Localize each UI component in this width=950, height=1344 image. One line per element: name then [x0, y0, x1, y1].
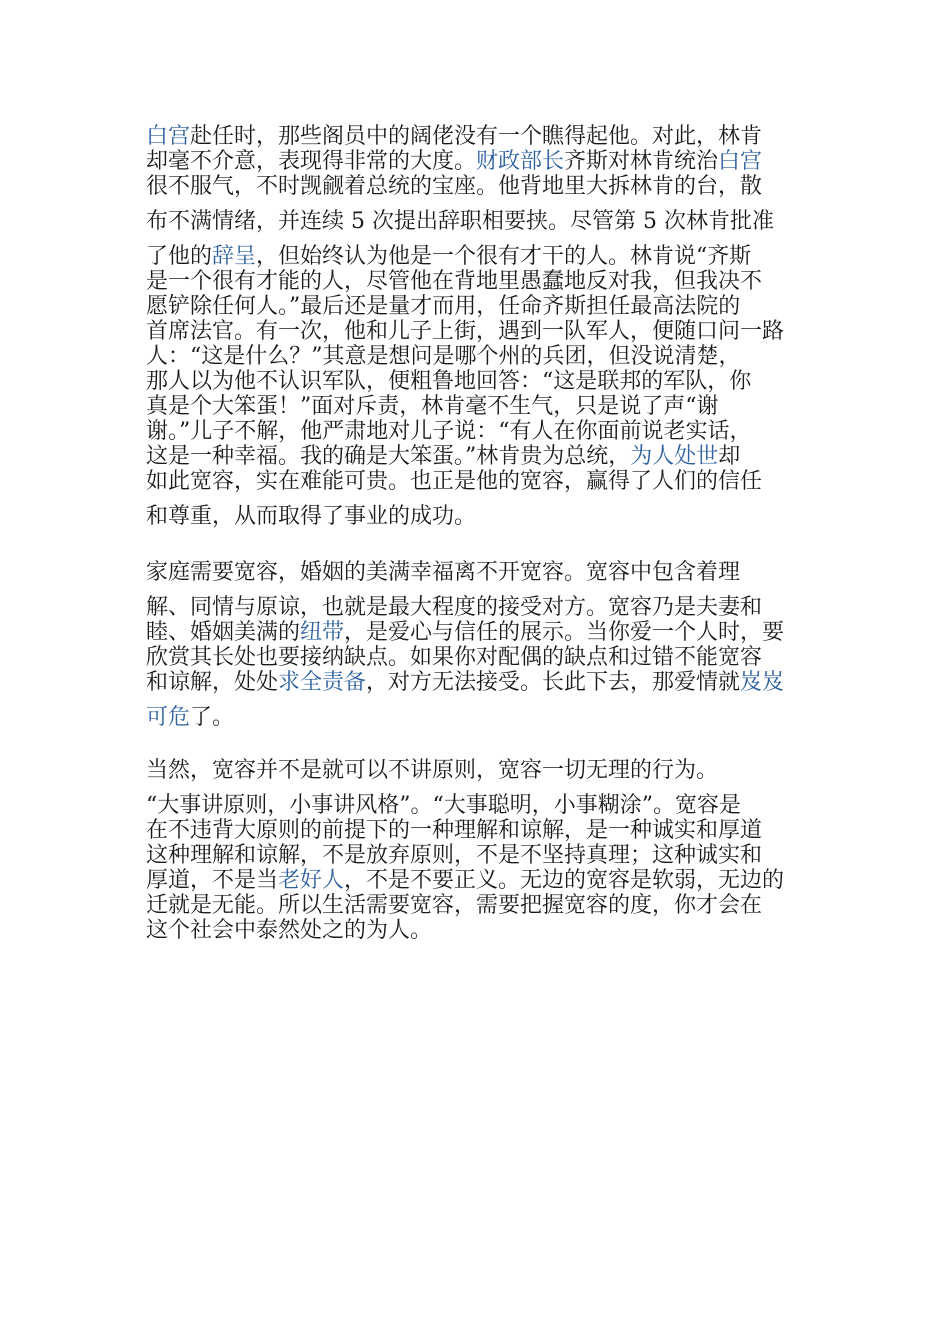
text-line [146, 670, 808, 695]
text-run: 当然，宽容并不是就可以不讲原则，宽容一切无理的行为。 [146, 758, 719, 783]
text-run: 很不服气，不时觊觎着总统的宝座。他背地里大拆林肯的台，散 [146, 174, 763, 199]
text-run: 这种理解和谅解，不是放弃原则，不是不坚持真理；这种诚实和 [146, 843, 763, 868]
text-line [146, 504, 808, 529]
paragraph-lincoln [146, 124, 808, 529]
text-run: 赴任时，那些阁员中的阔佬没有一个瞧得起他。对此，林肯 [190, 124, 763, 149]
text-line [146, 758, 808, 783]
text-line [146, 893, 808, 918]
text-line [146, 620, 808, 645]
text-run: 睦、婚姻美满的 [146, 620, 301, 645]
text-line [146, 843, 808, 868]
text-run: ，但始终认为他是一个很有才干的人。林肯说“齐斯 [256, 244, 752, 269]
text-line [146, 149, 808, 174]
text-run: 是一个很有才能的人，尽管他在背地里愚蠢地反对我，但我决不 [146, 269, 763, 294]
text-line [146, 294, 808, 319]
text-run: 家庭需要宽容，婚姻的美满幸福离不开宽容。宽容中包含着理 [146, 560, 741, 585]
hyperlink[interactable]: 辞呈 [212, 244, 257, 269]
hyperlink[interactable]: 老好人 [278, 868, 345, 893]
text-run: 愿铲除任何人。”最后还是量才而用，任命齐斯担任最高法院的 [146, 294, 741, 319]
hyperlink[interactable]: 可危 [146, 705, 191, 730]
text-run: 首席法官。有一次，他和儿子上街，遇到一队军人，便随口问一路 [146, 319, 785, 344]
text-run: 谢。”儿子不解，他严肃地对儿子说：“有人在你面前说老实话， [146, 419, 752, 444]
text-run: 这是一种幸福。我的确是大笨蛋。”林肯贵为总统， [146, 444, 631, 469]
text-line [146, 319, 808, 344]
text-line [146, 394, 808, 419]
text-run: 这个社会中泰然处之的为人。 [146, 918, 433, 943]
text-run: 齐斯对林肯统治 [564, 149, 719, 174]
text-run: 了他的 [146, 244, 213, 269]
text-line [146, 645, 808, 670]
text-run: 如此宽容，实在难能可贵。也正是他的宽容，赢得了人们的信任 [146, 469, 763, 494]
text-line [146, 444, 808, 469]
text-run: 解、同情与原谅，也就是最大程度的接受对方。宽容乃是夫妻和 [146, 595, 763, 620]
paragraph-principle [146, 758, 808, 943]
text-run: 迁就是无能。所以生活需要宽容，需要把握宽容的度，你才会在 [146, 893, 763, 918]
text-line [146, 595, 808, 620]
hyperlink[interactable]: 纽带 [300, 620, 345, 645]
hyperlink[interactable]: 岌岌 [740, 670, 785, 695]
text-run: 人：“这是什么？”其意是想问是哪个州的兵团，但没说清楚， [146, 344, 741, 369]
text-run: 和尊重，从而取得了事业的成功。 [146, 504, 477, 529]
text-line [146, 818, 808, 843]
hyperlink[interactable]: 白宫 [718, 149, 763, 174]
text-line [146, 918, 808, 943]
text-run: 布不满情绪，并连续 5 次提出辞职相要挟。尽管第 5 次林肯批准 [146, 209, 774, 234]
text-run: 却毫不介意，表现得非常的大度。 [146, 149, 477, 174]
text-line [146, 209, 808, 234]
hyperlink[interactable]: 白宫 [146, 124, 191, 149]
text-run: ，是爱心与信任的展示。当你爱一个人时，要 [344, 620, 785, 645]
text-line [146, 344, 808, 369]
text-line [146, 124, 808, 149]
text-line [146, 793, 808, 818]
hyperlink[interactable]: 财政部长 [476, 149, 565, 174]
paragraph-family [146, 560, 808, 730]
text-line [146, 469, 808, 494]
text-run: “大事讲原则，小事讲风格”。“大事聪明，小事糊涂”。宽容是 [146, 793, 741, 818]
text-line [146, 419, 808, 444]
text-run: 在不违背大原则的前提下的一种理解和谅解，是一种诚实和厚道 [146, 818, 763, 843]
hyperlink[interactable]: 为人处世 [630, 444, 719, 469]
text-run: 和谅解，处处 [146, 670, 279, 695]
text-run: ，不是不要正义。无边的宽容是软弱，无边的 [344, 868, 785, 893]
text-line [146, 269, 808, 294]
text-run: 欣赏其长处也要接纳缺点。如果你对配偶的缺点和过错不能宽容 [146, 645, 763, 670]
text-run: 那人以为他不认识军队，便粗鲁地回答：“这是联邦的军队，你 [146, 369, 752, 394]
text-line [146, 560, 808, 585]
hyperlink[interactable]: 求全责备 [278, 670, 367, 695]
text-run: 了。 [190, 705, 235, 730]
text-run: 却 [718, 444, 741, 469]
text-run: 真是个大笨蛋！”面对斥责，林肯毫不生气，只是说了声“谢 [146, 394, 719, 419]
text-line [146, 868, 808, 893]
text-line [146, 174, 808, 199]
text-line [146, 705, 808, 730]
text-run: ，对方无法接受。长此下去，那爱情就 [366, 670, 741, 695]
text-run: 厚道，不是当 [146, 868, 279, 893]
text-line [146, 369, 808, 394]
text-line [146, 244, 808, 269]
